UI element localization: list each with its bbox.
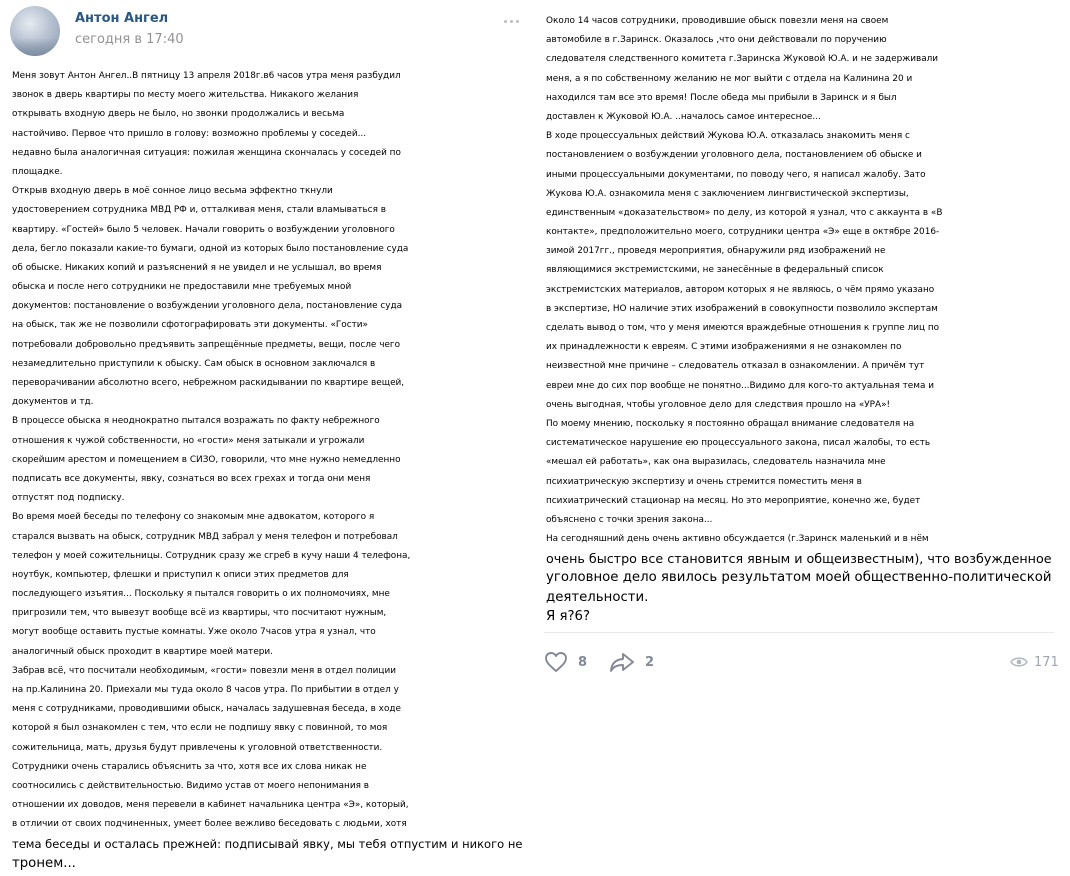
post-text-left (12, 67, 522, 873)
post-text-line: Забрав всё, что посчитали необходимым, «гости» повезли меня в отдел полиции (12, 665, 396, 676)
post-text-line: пригрозили тем, что вывезут вообще всё из квартиры, что посчитают нужным, (12, 608, 387, 619)
share-icon (609, 651, 635, 673)
post-text-line: По моему мнению, поскольку я постоянно обращал внимание следователя на (546, 418, 915, 429)
post-text-line: доставлен к Жуковой Ю.А. ..началось самое интересное... (546, 111, 821, 122)
post-text-line: уголовное дело явилось результатом моей общественно-политической (546, 570, 1052, 586)
post-text-line: отношения к чужой собственности, но «гости» меня затыкали и угрожали (12, 435, 365, 446)
post-text-line: находился там все это время! После обеда мы прибыли в Заринск и я был (546, 92, 897, 103)
post-text-line: сожительница, мать, друзья будут привлечены к уголовной ответственности. (12, 742, 383, 753)
post-text-line: Открыв входную дверь в моё сонное лицо весьма эффектно ткнули (12, 186, 333, 197)
post-text-line: зимой 2017гг., проведя мероприятия, обнаружили ряд изображений не (546, 246, 886, 257)
like-button[interactable] (544, 651, 587, 673)
post-text-line: контакте», предположительно моего, сотрудники центра «Э» еще в октябре 2016- (546, 227, 940, 238)
eye-icon (1010, 656, 1028, 668)
post-text-line: настойчиво. Первое что пришло в голову: возможно проблемы у соседей... (12, 128, 367, 139)
post-text-line: являющимися экстремистскими, не занесённые в федеральный список (546, 265, 884, 276)
post-text-line: В процессе обыска я неоднократно пытался возражать по факту небрежного (12, 416, 380, 427)
post-text-line: потребовали добровольно предъявить запрещённые предметы, вещи, после чего (12, 339, 401, 350)
post-text-line: старался вызвать на обыск, сотрудник МВД забрал у меня телефон и потребовал (12, 531, 398, 542)
post-timestamp[interactable]: сегодня в 17:40 (75, 32, 184, 47)
post-text-line: квартиру. «Гостей» было 5 человек. Начали говорить о возбуждении уголовного (12, 224, 395, 235)
post-text-line: отношении их доводов, меня перевели в кабинет начальника центра «Э», который, (12, 800, 409, 811)
more-options-icon[interactable] (500, 14, 522, 28)
post-text-line: Меня зовут Антон Ангел..В пятницу 13 апреля 2018г.в6 часов утра меня разбудил (12, 71, 401, 81)
post-text-line: удостоверением сотрудника МВД РФ и, отталкивая меня, стали вламываться в (12, 205, 386, 216)
post-text-line: обыска и после него сотрудники не предоставили мне требуемых мной (12, 282, 352, 293)
post-text-line: об обыске. Никаких копий и разъяснений я не увидел и не услышал, во время (12, 262, 382, 273)
post-text-line: очень быстро все становится явным и общеизвестным), что возбужденное (546, 551, 1052, 567)
post-text-line: в отличии от своих подчиненных, умеет более вежливо беседовать с людьми, хотя (12, 819, 407, 830)
post-text-line: их принадлежности к евреям. С этими изображениями я не ознакомлен по (546, 342, 902, 353)
avatar[interactable] (10, 6, 60, 56)
post-text-line: которой я был ознакомлен с тем, что если не подпишу явку с повинной, то моя (12, 723, 388, 734)
actions-divider (544, 632, 1054, 633)
post-text-line: следователя следственного комитета г.Заринска Жуковой Ю.А. и не задерживали (546, 54, 939, 65)
author-name[interactable]: Антон Ангел (75, 11, 169, 26)
post-left-column (0, 0, 534, 876)
post-text-line: документов: постановление о возбуждении уголовного дела, постановление суда (12, 301, 403, 312)
post-text-line: психиатрический стационар на месяц. Но это мероприятие, конечно же, будет (546, 495, 921, 506)
post-text-line: экстремистских материалов, автором которых я не являюсь, о чём прямо указано (546, 284, 935, 295)
post-text-line: очень выгодная, чтобы уголовное дело для следствия прошло на «УРА»! (546, 399, 891, 410)
post-text-line: отпустят под подписку. (12, 493, 125, 504)
post-text-line: незамедлительно приступили к обыску. Сам обыск в основном заключался в (12, 358, 376, 369)
post-text-line: подписать все документы, явку, сознаться во всех грехах и тогда они меня (12, 473, 371, 484)
post-text-line: документов и тд. (12, 397, 94, 408)
post-actions (544, 650, 676, 674)
post-text-line: телефон у моей сожительницы. Сотрудник сразу же сгреб в кучу наши 4 телефона, (12, 550, 411, 561)
post-text-line: скорейшим арестом и помещением в СИЗО, говорили, что мне нужно немедленно (12, 454, 401, 465)
post-text-line: дела, бегло показали какие-то бумаги, одной из которых было постановление суда (12, 243, 409, 254)
share-button[interactable] (609, 651, 654, 673)
post-text-line: деятельности. (546, 589, 649, 605)
post-text-line: соотносились с действительностью. Видимо устав от моего непонимания в (12, 780, 370, 791)
post-text-line: тема беседы и осталась прежней: подписывай явку, мы тебя отпустим и никого не (12, 836, 523, 851)
likes-count: 8 (578, 654, 588, 670)
post-text-right (546, 12, 1052, 626)
post-text-line: автомобиле в г.Заринск. Оказалось ,что они действовали по поручению (546, 35, 887, 46)
post-text-line: иными процессуальными документами, по поводу чего, я написал жалобу. Зато (546, 169, 926, 180)
post-text-line: постановлением о возбуждении уголовного дела, постановлением об обыске и (546, 150, 922, 161)
post-text-line: В ходе процессуальных действий Жукова Ю.А. отказалась знакомить меня с (546, 131, 910, 142)
post-text-line: ноутбук, компьютер, флешки и приступил к описи этих предметов для (12, 569, 349, 580)
post-text-line: объяснено с точки зрения закона... (546, 514, 713, 525)
post-text-line: Я я?6? (546, 608, 591, 624)
post-text-line: меня, а я по собственному желанию не мог выйти с отдела на Калинина 20 и (546, 73, 913, 84)
shares-count: 2 (645, 654, 655, 670)
post-text-line: тронем... (12, 855, 76, 871)
post-text-line: Во время моей беседы по телефону со знакомым мне адвокатом, которого я (12, 512, 375, 523)
post-text-line: Сотрудники очень старались объяснить за что, хотя все их слова никак не (12, 761, 367, 772)
post-text-line: последующего изъятия... Поскольку я пытался говорить о их полномочиях, мне (12, 589, 390, 600)
post-text-line: систематическое нарушение ею процессуального закона, писал жалобы, то есть (546, 438, 931, 449)
post-text-line: звонок в дверь квартиры по месту моего жительства. Никакого желания (12, 90, 359, 101)
post-text-line: могут вообще оставить пустые комнаты. Уже около 7часов утра я узнал, что (12, 627, 376, 638)
post-text-line: Жукова Ю.А. ознакомила меня с заключением лингвистической экспертизы, (546, 188, 909, 199)
post-text-line: на пр.Калинина 20. Приехали мы туда около 8 часов утра. По прибытии в отдел у (12, 685, 399, 695)
post-text-line: меня с сотрудниками, проводившими обыск, началась задушевная беседа, в ходе (12, 704, 401, 715)
post-text-line: переворачивании абсолютно всего, небрежном раскидывании по квартире вещей, (12, 378, 405, 388)
post-text-line: недавно была аналогичная ситуация: пожилая женщина скончалась у соседей по (12, 147, 401, 158)
post-text-line: Около 14 часов сотрудники, проводившие обыск повезли меня на своем (546, 16, 889, 26)
post-text-line: на обыск, так же не позволили сфотографировать эти документы. «Гости» (12, 320, 368, 331)
post-text-line: площадке. (12, 166, 63, 177)
views-counter (1010, 650, 1059, 674)
post-text-line: неизвестной мне причине – следователь отказал в ознакомлении. А причём тут (546, 361, 925, 372)
post-text-line: в экспертизе, НО наличие этих изображений в совокупности позволило экспертам (546, 303, 938, 314)
post-right-column (534, 0, 1070, 876)
views-count: 171 (1034, 654, 1059, 670)
post-text-line: открывать входную дверь не было, но звонки продолжались и весьма (12, 109, 345, 120)
post-text-line: единственным «доказательством» по делу, из которой я узнал, что с аккаунта в «В (546, 207, 943, 218)
post-text-line: На сегодняшний день очень активно обсуждается (г.Заринск маленький и в нём (546, 534, 929, 545)
heart-icon (544, 651, 568, 673)
post-text-line: аналогичный обыск проходит в квартире моей матери. (12, 646, 273, 657)
post-text-line: «мешал ей работать», как она выразилась, следователь назначила мне (546, 457, 886, 468)
post-text-line: евреи мне до сих пор вообще не понятно...Видимо для кого-то актуальная тема и (546, 380, 934, 391)
post-text-line: сделать вывод о том, что у меня имеются враждебные отношения к группе лиц по (546, 323, 940, 333)
post-text-line: психиатрическую экспертизу и очень стремится поместить меня в (546, 476, 862, 487)
